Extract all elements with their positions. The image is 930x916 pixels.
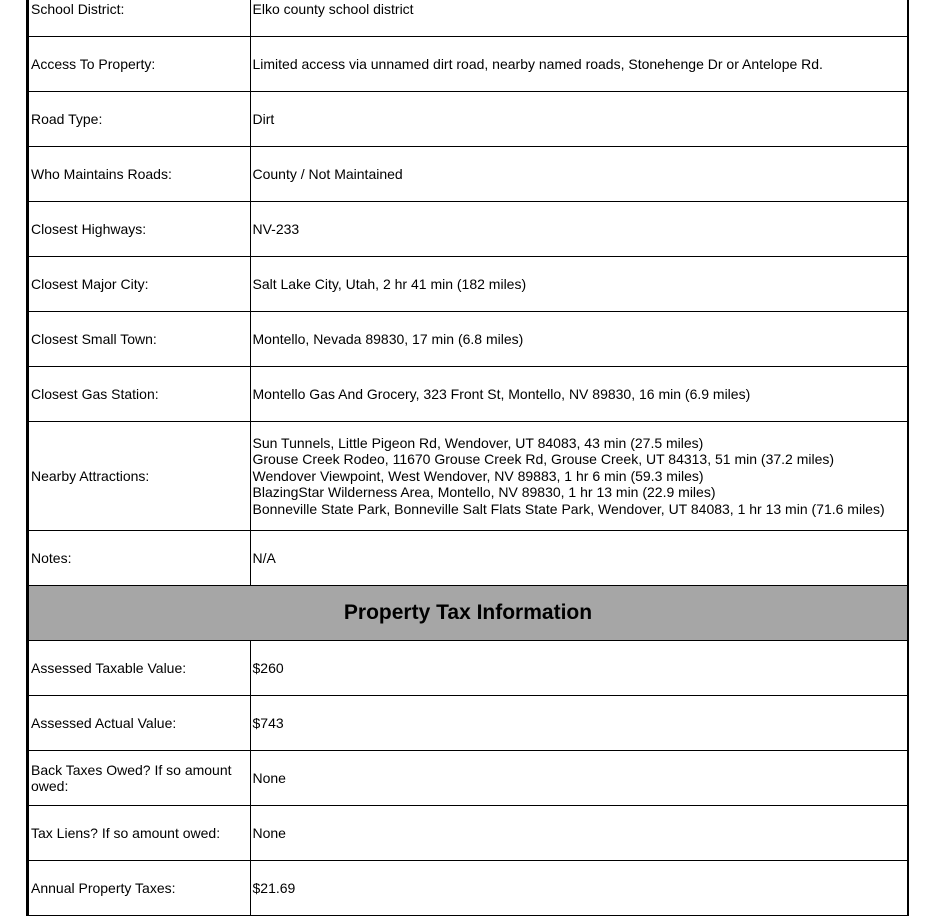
table-row-road-type: [29, 92, 907, 147]
row-value: None: [250, 751, 907, 806]
row-value: N/A: [250, 531, 907, 586]
row-label: Closest Major City:: [29, 257, 250, 312]
list-item: Sun Tunnels, Little Pigeon Rd, Wendover, UT 84083, 43 min (27.5 miles): [252, 434, 704, 451]
row-label: School District:: [29, 0, 250, 37]
row-value: Dirt: [250, 92, 907, 147]
row-value: Salt Lake City, Utah, 2 hr 41 min (182 miles): [250, 257, 907, 312]
row-label: Access To Property:: [29, 37, 250, 92]
table-row-highways: [29, 202, 907, 257]
list-item: Wendover Viewpoint, West Wendover, NV 89883, 1 hr 6 min (59.3 miles): [252, 467, 704, 484]
row-value: $21.69: [250, 861, 907, 916]
section-header-property-tax: [29, 586, 907, 641]
row-label: Nearby Attractions:: [29, 422, 250, 531]
row-value: County / Not Maintained: [250, 147, 907, 202]
property-info-table: [29, 0, 907, 916]
row-value: None: [250, 806, 907, 861]
row-label: Closest Gas Station:: [29, 367, 250, 422]
row-value: Limited access via unnamed dirt road, nearby named roads, Stonehenge Dr or Antelope Rd.: [250, 37, 907, 92]
row-value: Montello, Nevada 89830, 17 min (6.8 miles): [250, 312, 907, 367]
row-value: Elko county school district: [250, 0, 907, 37]
row-label: Tax Liens? If so amount owed:: [29, 806, 250, 861]
row-label: Back Taxes Owed? If so amount owed:: [29, 751, 250, 806]
row-value: NV-233: [250, 202, 907, 257]
table-row-access: [29, 37, 907, 92]
table-row-actual-value: [29, 696, 907, 751]
row-value: $743: [250, 696, 907, 751]
attractions-list: [250, 422, 907, 531]
table-row-small-town: [29, 312, 907, 367]
table-row-tax-liens: [29, 806, 907, 861]
property-info-sheet: [26, 0, 909, 916]
table-row-attractions: [29, 422, 907, 531]
row-label: Notes:: [29, 531, 250, 586]
list-item: BlazingStar Wilderness Area, Montello, NV 89830, 1 hr 13 min (22.9 miles): [252, 484, 716, 501]
list-item: Grouse Creek Rodeo, 11670 Grouse Creek Rd, Grouse Creek, UT 84313, 51 min (37.2 miles): [252, 451, 835, 468]
row-label: Assessed Taxable Value:: [29, 641, 250, 696]
table-row-gas-station: [29, 367, 907, 422]
table-row-major-city: [29, 257, 907, 312]
table-row-back-taxes: [29, 751, 907, 806]
row-value: $260: [250, 641, 907, 696]
list-item: Bonneville State Park, Bonneville Salt Flats State Park, Wendover, UT 84083, 1 hr 13 min (71.6 miles): [252, 500, 885, 517]
table-row-school-district: [29, 0, 907, 37]
table-row-annual-taxes: [29, 861, 907, 916]
row-label: Closest Small Town:: [29, 312, 250, 367]
row-label: Annual Property Taxes:: [29, 861, 250, 916]
table-row-taxable-value: [29, 641, 907, 696]
table-row-road-maintenance: [29, 147, 907, 202]
row-value: Montello Gas And Grocery, 323 Front St, Montello, NV 89830, 16 min (6.9 miles): [250, 367, 907, 422]
row-label: Road Type:: [29, 92, 250, 147]
row-label: Who Maintains Roads:: [29, 147, 250, 202]
row-label: Closest Highways:: [29, 202, 250, 257]
row-label: Assessed Actual Value:: [29, 696, 250, 751]
section-title: Property Tax Information: [29, 586, 907, 641]
table-row-notes: [29, 531, 907, 586]
